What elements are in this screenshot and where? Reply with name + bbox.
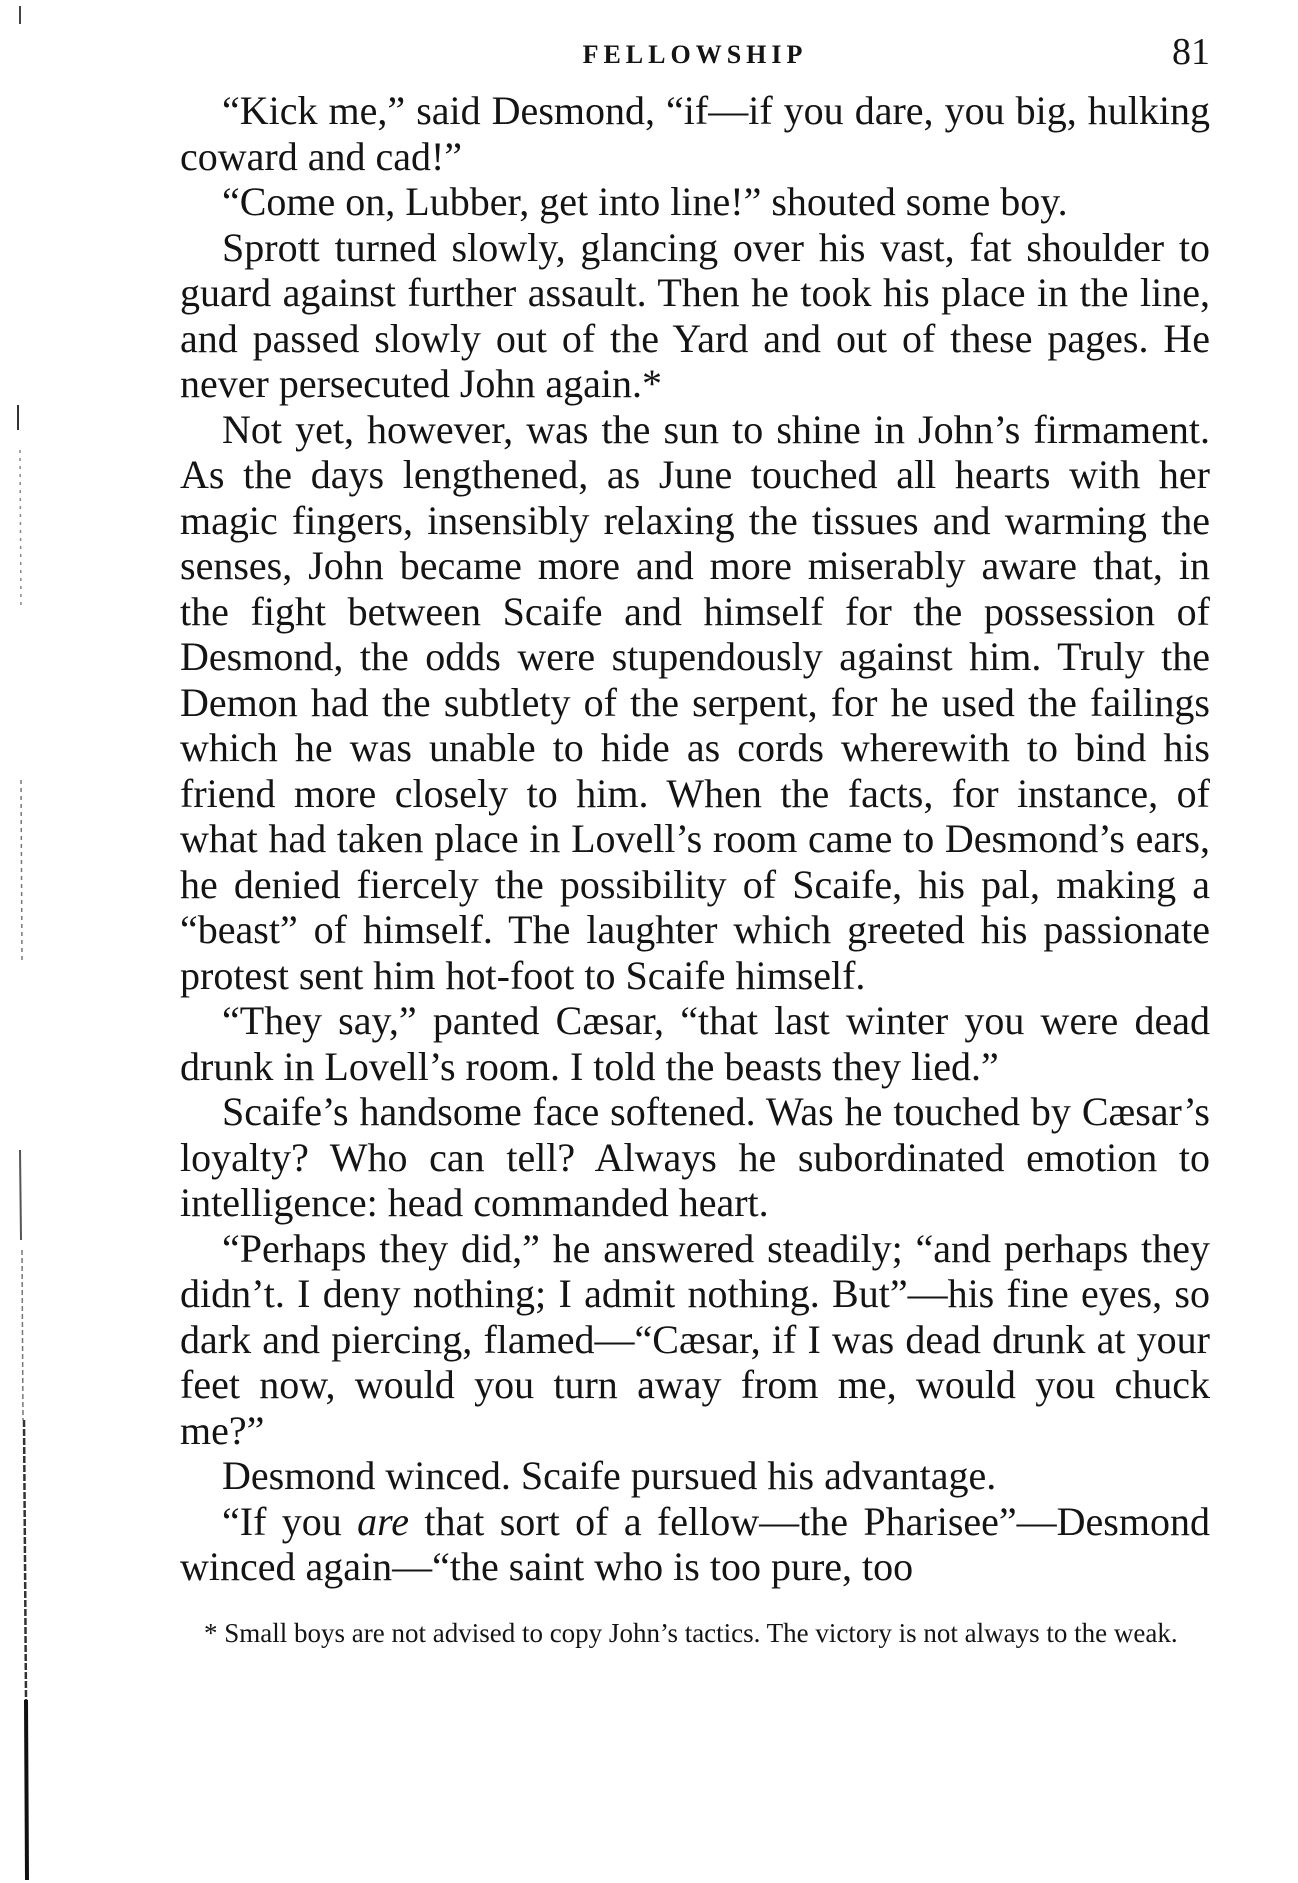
text-run: that sort of a fellow—the Pharisee”—Desmond winced again—“the saint who is too pure, too: [180, 1498, 1210, 1589]
body-text: [180, 88, 1210, 1590]
paragraph: Not yet, however, was the sun to shine in John’s firmament. As the days lengthened, as June touched all hearts with her magic fingers, insensibly relaxing the tissues and warming the senses, John became more and more miserably aware that, in the fight between Scaife and himself for the possession of Desmond, the odds were stupendously against him. Truly the Demon had the subtlety of the serpent, for he used the failings which he was unable to hide as cords wherewith to bind his friend more closely to him. When the facts, for instance, of what had taken place in Lovell’s room came to Desmond’s ears, he denied fiercely the possibility of Scaife, his pal, making a “beast” of himself. The laughter which greeted his passionate protest sent him hot-foot to Scaife himself.: [180, 406, 1210, 998]
running-title: FELLOWSHIP: [582, 40, 808, 69]
paragraph: Sprott turned slowly, glancing over his vast, fat shoulder to guard against further assault. Then he took his place in the line, and passed slowly out of the Yard and out of these pages. He never persecuted John again.*: [180, 224, 1210, 406]
paragraph: Desmond winced. Scaife pursued his advantage.: [222, 1453, 997, 1498]
paragraph: “Kick me,” said Desmond, “if—if you dare, you big, hulking coward and cad!”: [180, 88, 1210, 179]
footnote: [180, 1617, 1210, 1649]
page-number: 81: [1172, 31, 1210, 73]
running-head: [180, 31, 1210, 76]
paragraph-last: [180, 1499, 1210, 1590]
paragraph: “Perhaps they did,” he answered steadily; “and perhaps they didn’t. I deny nothing; I admit nothing. But”—his fine eyes, so dark and piercing, flamed—“Cæsar, if I was dead drunk at your feet now, would you turn away from me, would you chuck me?”: [180, 1225, 1210, 1453]
text-run: “If you: [222, 1498, 358, 1544]
footnote-text: * Small boys are not advised to copy John’s tactics. The victory is not always to the weak.: [204, 1618, 1178, 1648]
emphasis-text: are: [357, 1498, 409, 1544]
paragraph: “They say,” panted Cæsar, “that last winter you were dead drunk in Lovell’s room. I told the beasts they lied.”: [180, 998, 1210, 1089]
binding-edge-shadow: [6, 0, 40, 1883]
paragraph: “Come on, Lubber, get into line!” shouted some boy.: [222, 179, 1068, 224]
paragraph: Scaife’s handsome face softened. Was he touched by Cæsar’s loyalty? Who can tell? Always he subordinated emotion to intelligence: head commanded heart.: [180, 1089, 1210, 1225]
